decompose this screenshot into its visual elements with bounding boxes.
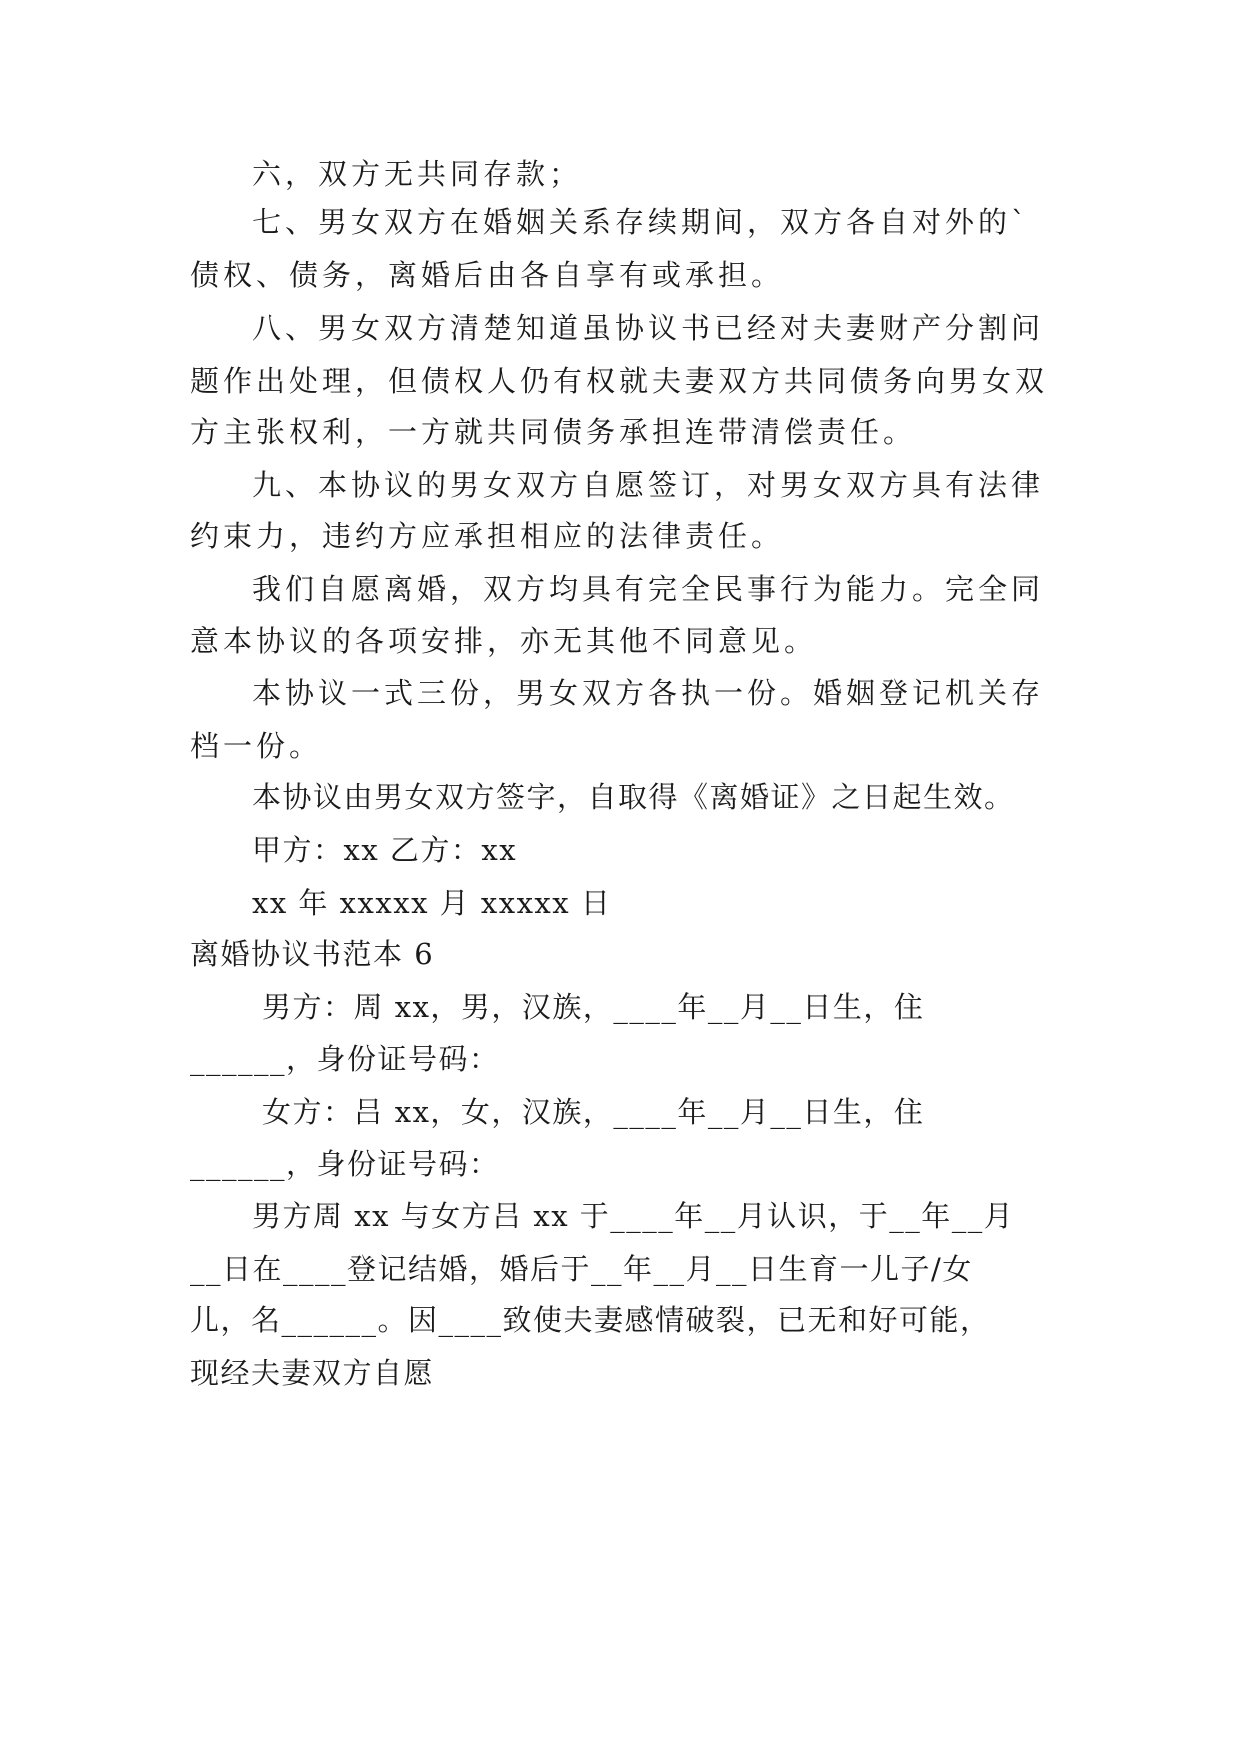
signature-line: 甲方：xx 乙方：xx	[252, 833, 518, 867]
husband-info-line-1: 男方：周 xx，男，汉族，____年__月__日生，住	[262, 990, 925, 1024]
marriage-history-line-1: 男方周 xx 与女方吕 xx 于____年__月认识，于__年__月	[252, 1199, 1015, 1233]
voluntary-statement-line-2: 意本协议的各项安排，亦无其他不同意见。	[190, 624, 818, 658]
wife-info-line-1: 女方：吕 xx，女，汉族，____年__月__日生，住	[262, 1095, 925, 1129]
date-line: xx 年 xxxxx 月 xxxxx 日	[252, 886, 612, 920]
copies-statement-line-2: 档一份。	[190, 729, 323, 763]
husband-info-line-2: ______，身份证号码：	[190, 1042, 500, 1076]
effective-statement: 本协议由男女双方签字，自取得《离婚证》之日起生效。	[252, 780, 1015, 814]
clause-seven-line-1: 七、男女双方在婚姻关系存续期间，双方各自对外的`	[252, 205, 1030, 239]
clause-eight-line-2: 题作出处理，但债权人仍有权就夫妻双方共同债务向男女双	[190, 364, 1049, 398]
marriage-history-line-2: __日在____登记结婚，婚后于__年__月__日生育一儿子/女	[190, 1252, 973, 1286]
marriage-history-line-3: 儿，名______。因____致使夫妻感情破裂，已无和好可能，	[190, 1303, 991, 1337]
clause-seven-line-2: 债权、债务，离婚后由各自享有或承担。	[190, 258, 785, 292]
clause-eight-line-3: 方主张权利，一方就共同债务承担连带清偿责任。	[190, 415, 917, 449]
section-title: 离婚协议书范本 6	[190, 937, 435, 971]
copies-statement-line-1: 本协议一式三份，男女双方各执一份。婚姻登记机关存	[252, 676, 1045, 710]
clause-six: 六，双方无共同存款；	[252, 157, 583, 191]
clause-nine-line-2: 约束力，违约方应承担相应的法律责任。	[190, 519, 785, 553]
clause-eight-line-1: 八、男女双方清楚知道虽协议书已经对夫妻财产分割问	[252, 311, 1045, 345]
marriage-history-line-4: 现经夫妻双方自愿	[190, 1356, 435, 1390]
wife-info-line-2: ______，身份证号码：	[190, 1147, 500, 1181]
clause-nine-line-1: 九、本协议的男女双方自愿签订，对男女双方具有法律	[252, 468, 1045, 502]
voluntary-statement-line-1: 我们自愿离婚，双方均具有完全民事行为能力。完全同	[252, 572, 1045, 606]
